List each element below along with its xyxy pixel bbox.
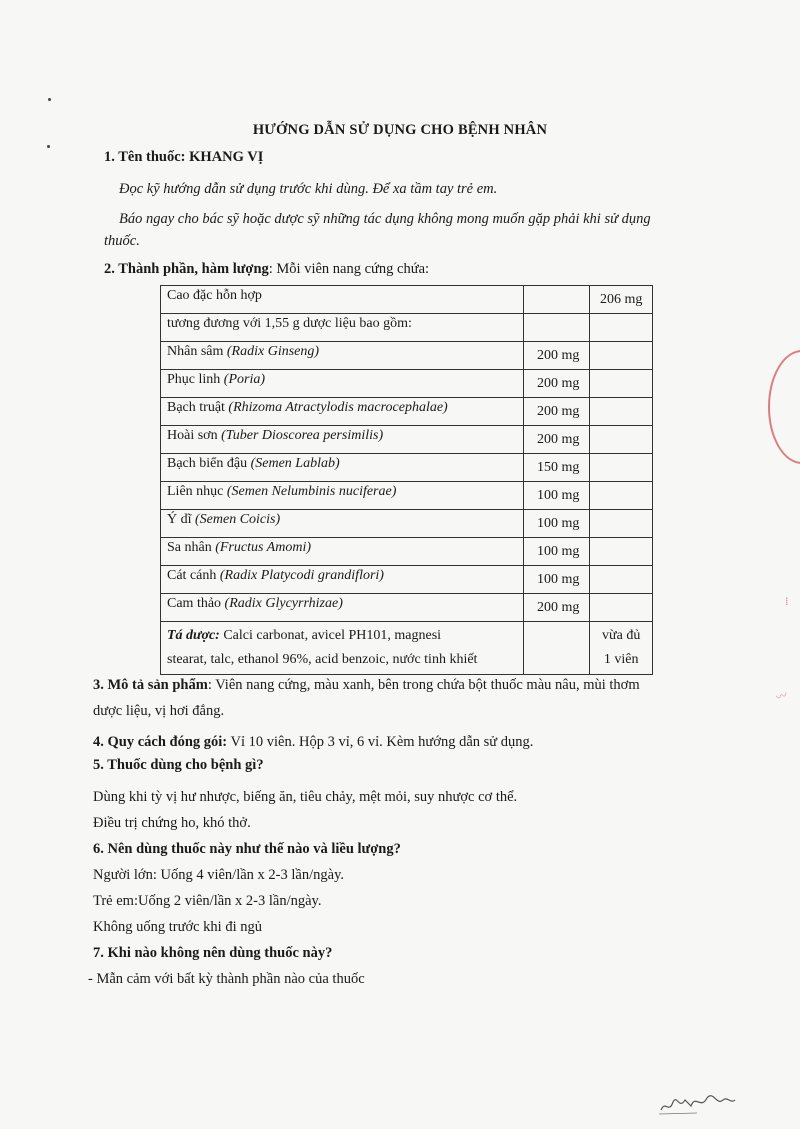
ingredient-cell bbox=[161, 398, 524, 426]
ingredient-name: Cao đặc hỗn hợp bbox=[167, 288, 262, 303]
section-1-note-2-cont: thuốc. bbox=[104, 233, 140, 249]
ingredient-cell bbox=[161, 342, 524, 370]
ingredient-amount: 200 mg bbox=[523, 370, 590, 398]
ingredient-amount: 100 mg bbox=[523, 510, 590, 538]
section-4-label: 4. Quy cách đóng gói: bbox=[93, 734, 228, 750]
ingredient-amount: 100 mg bbox=[523, 566, 590, 594]
scan-speck bbox=[48, 98, 51, 101]
table-row bbox=[161, 454, 653, 482]
ingredient-cell bbox=[161, 482, 524, 510]
ingredient-amount: 100 mg bbox=[523, 482, 590, 510]
excipient-cell bbox=[161, 622, 524, 675]
ingredient-total bbox=[590, 314, 653, 342]
section-6-heading: 6. Nên dùng thuốc này như thế nào và liều lượng? bbox=[93, 841, 401, 857]
excipient-amount-cell bbox=[523, 622, 590, 675]
ingredient-name: Nhân sâm bbox=[167, 344, 227, 359]
ingredient-name: Cam thảo bbox=[167, 596, 225, 611]
ingredient-latin-name: (Semen Lablab) bbox=[250, 456, 340, 471]
ingredient-cell bbox=[161, 566, 524, 594]
ingredient-latin-name: (Radix Platycodi grandiflori) bbox=[219, 568, 384, 583]
ingredient-cell bbox=[161, 538, 524, 566]
table-row bbox=[161, 426, 653, 454]
section-3-desc-cont: dược liệu, vị hơi đắng. bbox=[93, 703, 225, 719]
ingredient-latin-name: (Radix Ginseng) bbox=[226, 344, 320, 359]
excipient-total-cell bbox=[590, 622, 653, 675]
table-row bbox=[161, 342, 653, 370]
ingredient-name: tương đương với 1,55 g dược liệu bao gồm: bbox=[167, 316, 412, 331]
ingredient-name: Sa nhân bbox=[167, 540, 216, 555]
ingredient-amount: 200 mg bbox=[523, 342, 590, 370]
section-2-label: 2. Thành phần, hàm lượng bbox=[104, 261, 269, 277]
stamp-ink-mark: 〰 bbox=[774, 688, 790, 705]
ingredient-amount: 200 mg bbox=[523, 398, 590, 426]
ingredient-latin-name: (Semen Coicis) bbox=[195, 512, 281, 527]
section-6-line-3: Không uống trước khi đi ngủ bbox=[93, 919, 262, 935]
excipient-label: Tá dược: bbox=[167, 628, 220, 643]
ingredient-latin-name: (Fructus Amomi) bbox=[215, 540, 312, 555]
ingredient-amount: 200 mg bbox=[523, 426, 590, 454]
excipient-total-2: 1 viên bbox=[603, 652, 639, 667]
section-3-desc: : Viên nang cứng, màu xanh, bên trong chứa bột thuốc màu nâu, mùi thơm bbox=[207, 677, 640, 693]
document-title: HƯỚNG DẪN SỬ DỤNG CHO BỆNH NHÂN bbox=[252, 122, 548, 138]
composition-table bbox=[160, 285, 653, 675]
ingredient-total bbox=[590, 398, 653, 426]
ingredient-latin-name: (Tuber Dioscorea persimilis) bbox=[221, 428, 384, 443]
ingredient-total bbox=[590, 594, 653, 622]
ingredient-total: 206 mg bbox=[590, 286, 653, 314]
table-row bbox=[161, 398, 653, 426]
ingredient-amount bbox=[523, 286, 590, 314]
ingredient-cell bbox=[161, 454, 524, 482]
section-6-line-2: Trẻ em:Uống 2 viên/lần x 2-3 lần/ngày. bbox=[93, 893, 322, 909]
section-4-desc: Vỉ 10 viên. Hộp 3 vỉ, 6 vỉ. Kèm hướng dẫn sử dụng. bbox=[227, 734, 534, 750]
ingredient-total bbox=[590, 426, 653, 454]
ingredient-name: Liên nhục bbox=[167, 484, 227, 499]
table-row bbox=[161, 314, 653, 342]
ingredient-cell bbox=[161, 426, 524, 454]
ingredient-total bbox=[590, 482, 653, 510]
table-row bbox=[161, 482, 653, 510]
ingredient-amount bbox=[523, 314, 590, 342]
ingredient-total bbox=[590, 566, 653, 594]
ingredient-total bbox=[590, 510, 653, 538]
excipient-total-1: vừa đủ bbox=[602, 628, 641, 643]
ingredient-total bbox=[590, 454, 653, 482]
ingredient-cell bbox=[161, 286, 524, 314]
section-5-heading: 5. Thuốc dùng cho bệnh gì? bbox=[93, 757, 264, 773]
ingredient-total bbox=[590, 342, 653, 370]
section-2-heading bbox=[104, 261, 429, 278]
ingredient-name: Cát cánh bbox=[167, 568, 220, 583]
ingredient-amount: 100 mg bbox=[523, 538, 590, 566]
red-seal-stamp bbox=[768, 350, 800, 464]
section-1-heading: 1. Tên thuốc: KHANG VỊ bbox=[104, 149, 264, 165]
table-row bbox=[161, 594, 653, 622]
ingredient-cell bbox=[161, 510, 524, 538]
table-row bbox=[161, 286, 653, 314]
ingredient-latin-name: (Poria) bbox=[223, 372, 265, 387]
section-7-line-1: - Mẫn cảm với bất kỳ thành phần nào của thuốc bbox=[88, 971, 365, 987]
ingredient-latin-name: (Semen Nelumbinis nuciferae) bbox=[226, 484, 397, 499]
ingredient-name: Bạch biển đậu bbox=[167, 456, 251, 471]
scan-speck bbox=[47, 145, 50, 148]
table-row bbox=[161, 510, 653, 538]
table-row bbox=[161, 370, 653, 398]
signature bbox=[657, 1080, 737, 1120]
section-5-line-1: Dùng khi tỳ vị hư nhược, biếng ăn, tiêu chảy, mệt mỏi, suy nhược cơ thể. bbox=[93, 789, 518, 805]
excipient-text-1: Calci carbonat, avicel PH101, magnesi bbox=[219, 628, 442, 643]
ingredient-cell bbox=[161, 314, 524, 342]
section-3-label: 3. Mô tả sản phẩm bbox=[93, 677, 208, 693]
ingredient-name: Phục linh bbox=[167, 372, 224, 387]
ingredient-cell bbox=[161, 370, 524, 398]
ingredient-cell bbox=[161, 594, 524, 622]
excipient-row bbox=[161, 622, 653, 675]
section-1-note-1: Đọc kỹ hướng dẫn sử dụng trước khi dùng. Để xa tầm tay trẻ em. bbox=[119, 181, 498, 197]
ingredient-total bbox=[590, 370, 653, 398]
section-2-intro: : Mỗi viên nang cứng chứa: bbox=[268, 261, 430, 277]
section-6-line-1: Người lớn: Uống 4 viên/lần x 2-3 lần/ngày. bbox=[93, 867, 344, 883]
excipient-text-2: stearat, talc, ethanol 96%, acid benzoic, nước tinh khiết bbox=[167, 652, 478, 667]
ingredient-amount: 200 mg bbox=[523, 594, 590, 622]
ingredient-latin-name: (Rhizoma Atractylodis macrocephalae) bbox=[228, 400, 448, 415]
ingredient-amount: 150 mg bbox=[523, 454, 590, 482]
ingredient-total bbox=[590, 538, 653, 566]
table-row bbox=[161, 566, 653, 594]
section-7-heading: 7. Khi nào không nên dùng thuốc này? bbox=[93, 945, 333, 961]
table-row bbox=[161, 538, 653, 566]
ingredient-name: Bạch truật bbox=[167, 400, 229, 415]
section-5-line-2: Điều trị chứng ho, khó thở. bbox=[93, 815, 251, 831]
ingredient-latin-name: (Radix Glycyrrhizae) bbox=[224, 596, 343, 611]
stamp-ink-mark: ⁞ bbox=[785, 595, 789, 608]
ingredient-name: Hoài sơn bbox=[167, 428, 222, 443]
section-3-text bbox=[93, 677, 640, 694]
section-1-note-2: Báo ngay cho bác sỹ hoặc dược sỹ những tác dụng không mong muốn gặp phải khi sử dụng bbox=[119, 211, 651, 227]
section-4-text bbox=[93, 734, 533, 751]
ingredient-name: Ý dĩ bbox=[167, 512, 195, 527]
